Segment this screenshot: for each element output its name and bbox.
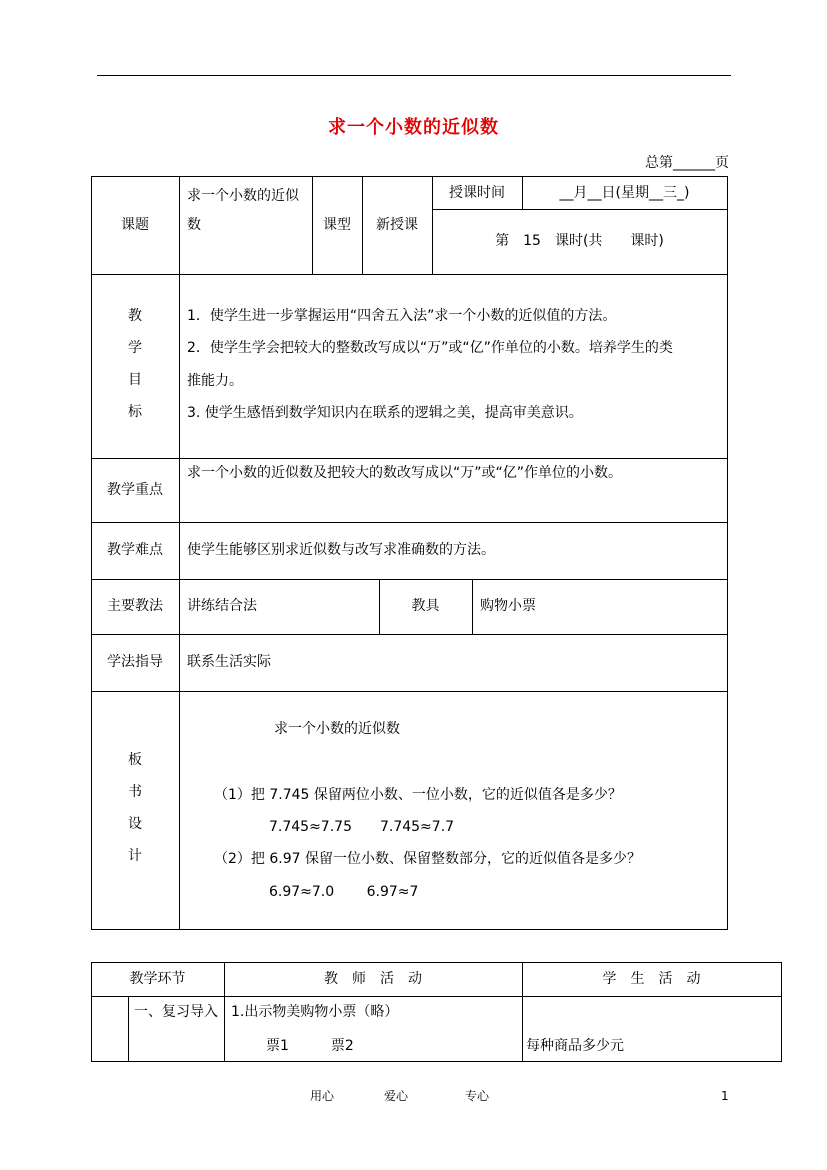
header-rule	[97, 75, 731, 76]
objective-item-2-cont: 推能力。	[187, 373, 243, 389]
topic-value-line2: 数	[187, 217, 201, 233]
footer-word-1: 用心	[310, 1089, 335, 1103]
period-count: 第 15 课时(共 课时)	[495, 233, 664, 249]
column-header-teacher: 教 师 活 动	[324, 971, 422, 987]
board-question-1: （1）把 7.745 保留两位小数、一位小数，它的近似值各是多少？	[214, 787, 622, 803]
page-total-label: 总第______页	[645, 155, 729, 171]
board-label: 板 书 设 计	[128, 752, 142, 864]
difficulty-label: 教学难点	[107, 542, 163, 558]
key-point-label: 教学重点	[107, 482, 163, 498]
board-heading: 求一个小数的近似数	[274, 721, 400, 737]
topic-value-line1: 求一个小数的近似	[187, 188, 299, 204]
tools-value: 购物小票	[480, 598, 536, 614]
study-value: 联系生活实际	[187, 654, 271, 670]
board-answer-2: 6.97≈7.0 6.97≈7	[269, 884, 419, 900]
study-label: 学法指导	[107, 654, 163, 670]
tools-label: 教具	[411, 598, 440, 614]
objective-item-1: 1．使学生进一步掌握运用“四舍五入法”求一个小数的近似值的方法。	[187, 308, 617, 324]
type-value: 新授课	[376, 217, 418, 233]
column-header-student: 学 生 活 动	[602, 971, 701, 987]
teacher-activity-1-line1: 1.出示物美购物小票（略）	[231, 1004, 399, 1020]
board-question-2: （2）把 6.97 保留一位小数、保留整数部分，它的近似值各是多少？	[214, 851, 641, 867]
type-label: 课型	[323, 217, 351, 233]
key-point-value: 求一个小数的近似数及把较大的数改写成以“万”或“亿”作单位的小数。	[187, 465, 623, 481]
footer-word-2: 爱心	[384, 1089, 409, 1103]
objective-item-3: 3. 使学生感悟到数学知识内在联系的逻辑之美，提高审美意识。	[187, 405, 583, 421]
column-header-stage: 教学环节	[129, 971, 186, 987]
objectives-label: 教 学 目 标	[128, 308, 142, 420]
objective-item-2: 2．使学生学会把较大的整数改写成以“万”或“亿”作单位的小数。培养学生的类	[187, 340, 673, 356]
board-answer-1: 7.745≈7.75 7.745≈7.7	[269, 819, 455, 835]
method-value: 讲练结合法	[187, 598, 257, 614]
teacher-activity-1-line2: 票1 票2	[266, 1038, 354, 1054]
footer-page-number: 1	[721, 1089, 729, 1103]
document-title: 求一个小数的近似数	[328, 117, 499, 138]
topic-label: 课题	[121, 217, 149, 233]
footer-word-3: 专心	[465, 1089, 490, 1103]
time-value: __月__日(星期__三_)	[559, 185, 690, 201]
student-activity-1: 每种商品多少元	[526, 1038, 624, 1054]
difficulty-value: 使学生能够区别求近似数与改写求准确数的方法。	[187, 542, 495, 558]
time-label: 授课时间	[449, 185, 505, 201]
method-label: 主要教法	[107, 598, 163, 614]
stage-1: 一、复习导入	[134, 1004, 218, 1020]
